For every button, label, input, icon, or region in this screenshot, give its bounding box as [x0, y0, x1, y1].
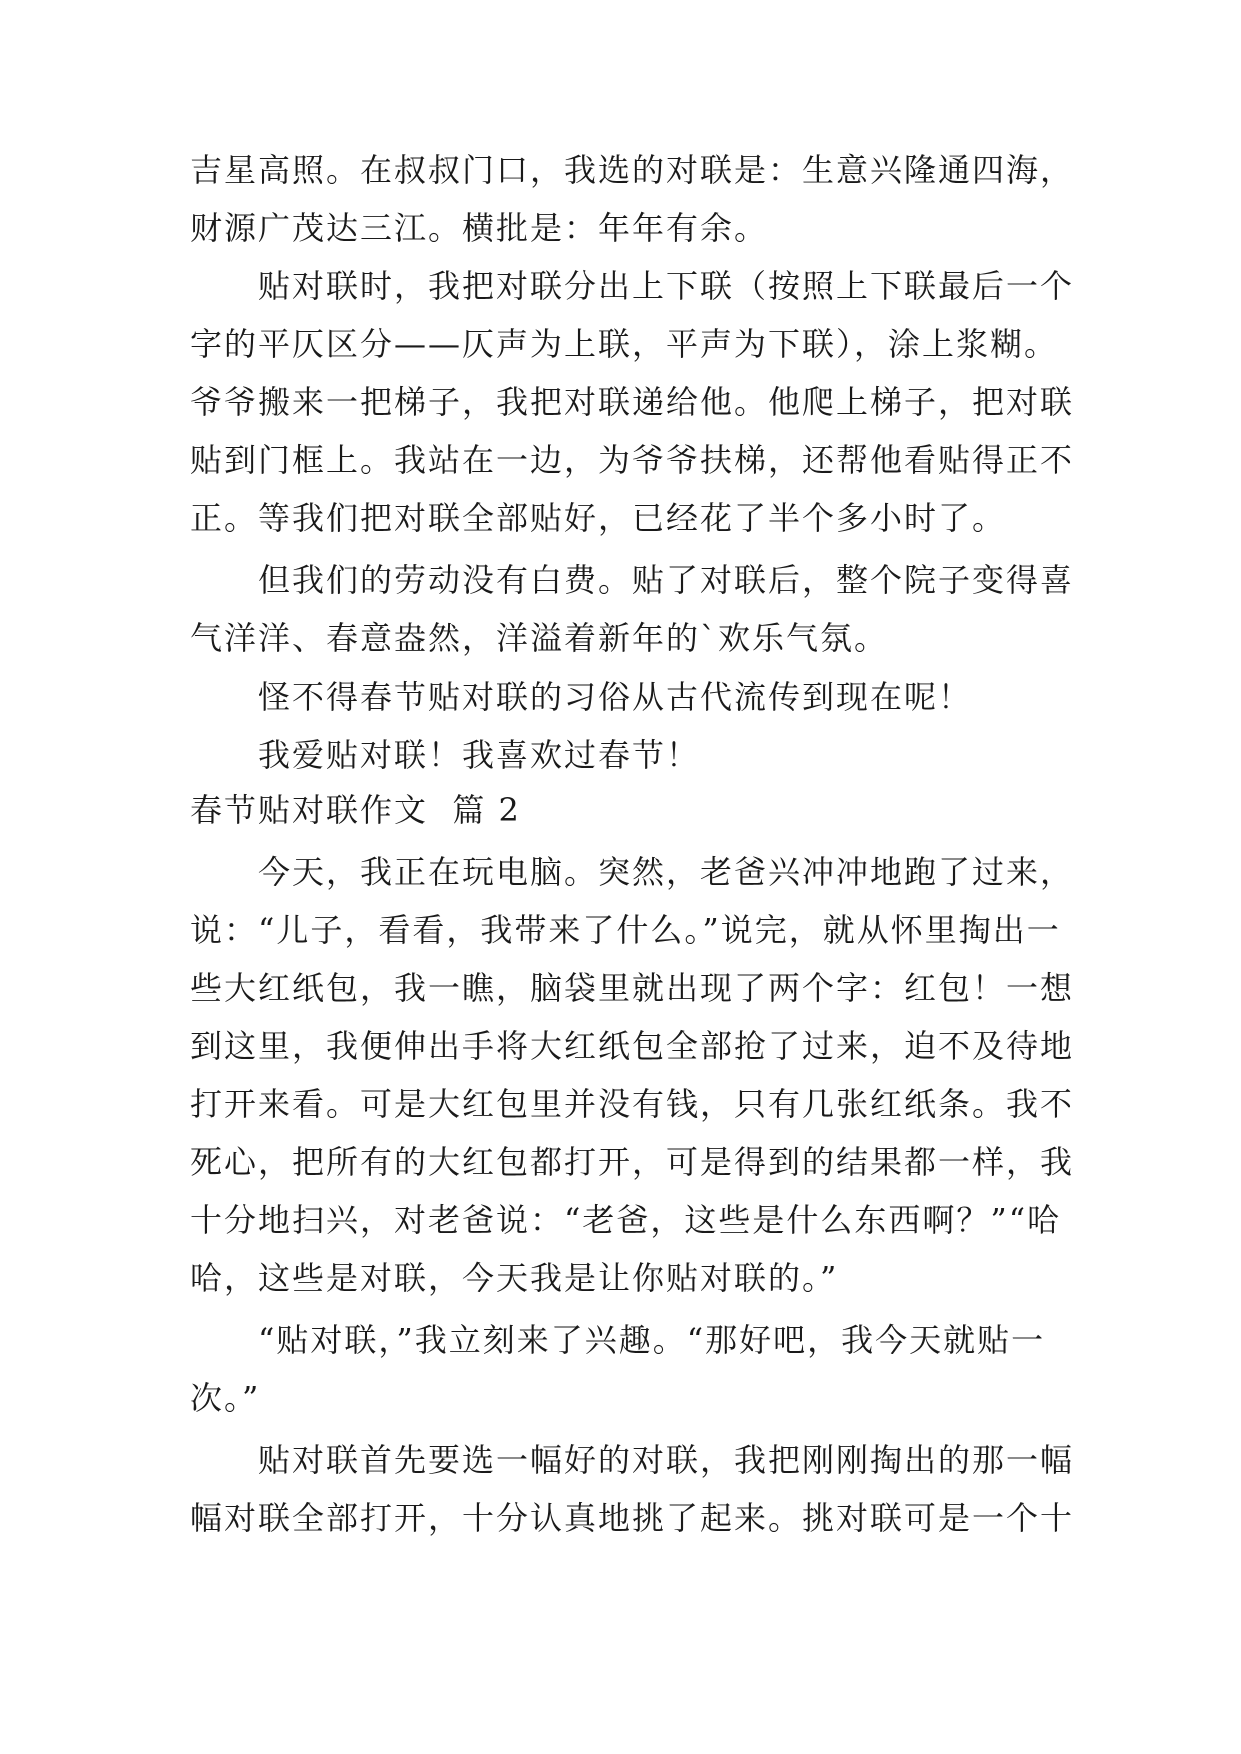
text-line: 哈，这些是对联，今天我是让你贴对联的。”: [190, 1259, 839, 1297]
text-line: 十分地扫兴，对老爸说：“老爸，这些是什么东西啊？”“哈: [190, 1201, 1062, 1239]
text-line: 些大红纸包，我一瞧，脑袋里就出现了两个字：红包！一想: [190, 969, 1075, 1007]
paragraph-start: 怪不得春节贴对联的习俗从古代流传到现在呢！: [190, 678, 973, 716]
text-line: 吉星高照。在叔叔门口，我选的对联是：生意兴隆通四海，: [190, 151, 1075, 189]
text-line: 正。等我们把对联全部贴好，已经花了半个多小时了。: [190, 499, 1007, 537]
text-line: 次。”: [190, 1379, 261, 1417]
text-line: 说：“儿子，看看，我带来了什么。”说完，就从怀里掏出一: [190, 911, 1061, 949]
paragraph-start: 但我们的劳动没有白费。贴了对联后，整个院子变得喜: [190, 561, 1075, 599]
text-line: 贴到门框上。我站在一边，为爷爷扶梯，还帮他看贴得正不: [190, 441, 1075, 479]
text-line: 打开来看。可是大红包里并没有钱，只有几张红纸条。我不: [190, 1085, 1075, 1123]
paragraph-start: 贴对联首先要选一幅好的对联，我把刚刚掏出的那一幅: [190, 1441, 1075, 1479]
text-line: 爷爷搬来一把梯子，我把对联递给他。他爬上梯子，把对联: [190, 383, 1075, 421]
paragraph-start: 今天，我正在玩电脑。突然，老爸兴冲冲地跑了过来，: [190, 853, 1075, 891]
text-line: 到这里，我便伸出手将大红纸包全部抢了过来，迫不及待地: [190, 1027, 1075, 1065]
text-line: 财源广茂达三江。横批是：年年有余。: [190, 209, 769, 247]
text-line: 气洋洋、春意盎然，洋溢着新年的`欢乐气氛。: [190, 619, 889, 657]
text-line: 字的平仄区分——仄声为上联，平声为下联），涂上浆糊。: [190, 325, 1059, 363]
section-heading: 春节贴对联作文 篇 2: [190, 791, 521, 829]
paragraph-start: 我爱贴对联！我喜欢过春节！: [190, 736, 701, 774]
text-line: 幅对联全部打开，十分认真地挑了起来。挑对联可是一个十: [190, 1499, 1075, 1537]
paragraph-start: 贴对联时，我把对联分出上下联（按照上下联最后一个: [190, 267, 1075, 305]
text-line: 死心，把所有的大红包都打开，可是得到的结果都一样，我: [190, 1143, 1075, 1181]
paragraph-start: “贴对联，”我立刻来了兴趣。“那好吧，我今天就贴一: [190, 1321, 1046, 1359]
